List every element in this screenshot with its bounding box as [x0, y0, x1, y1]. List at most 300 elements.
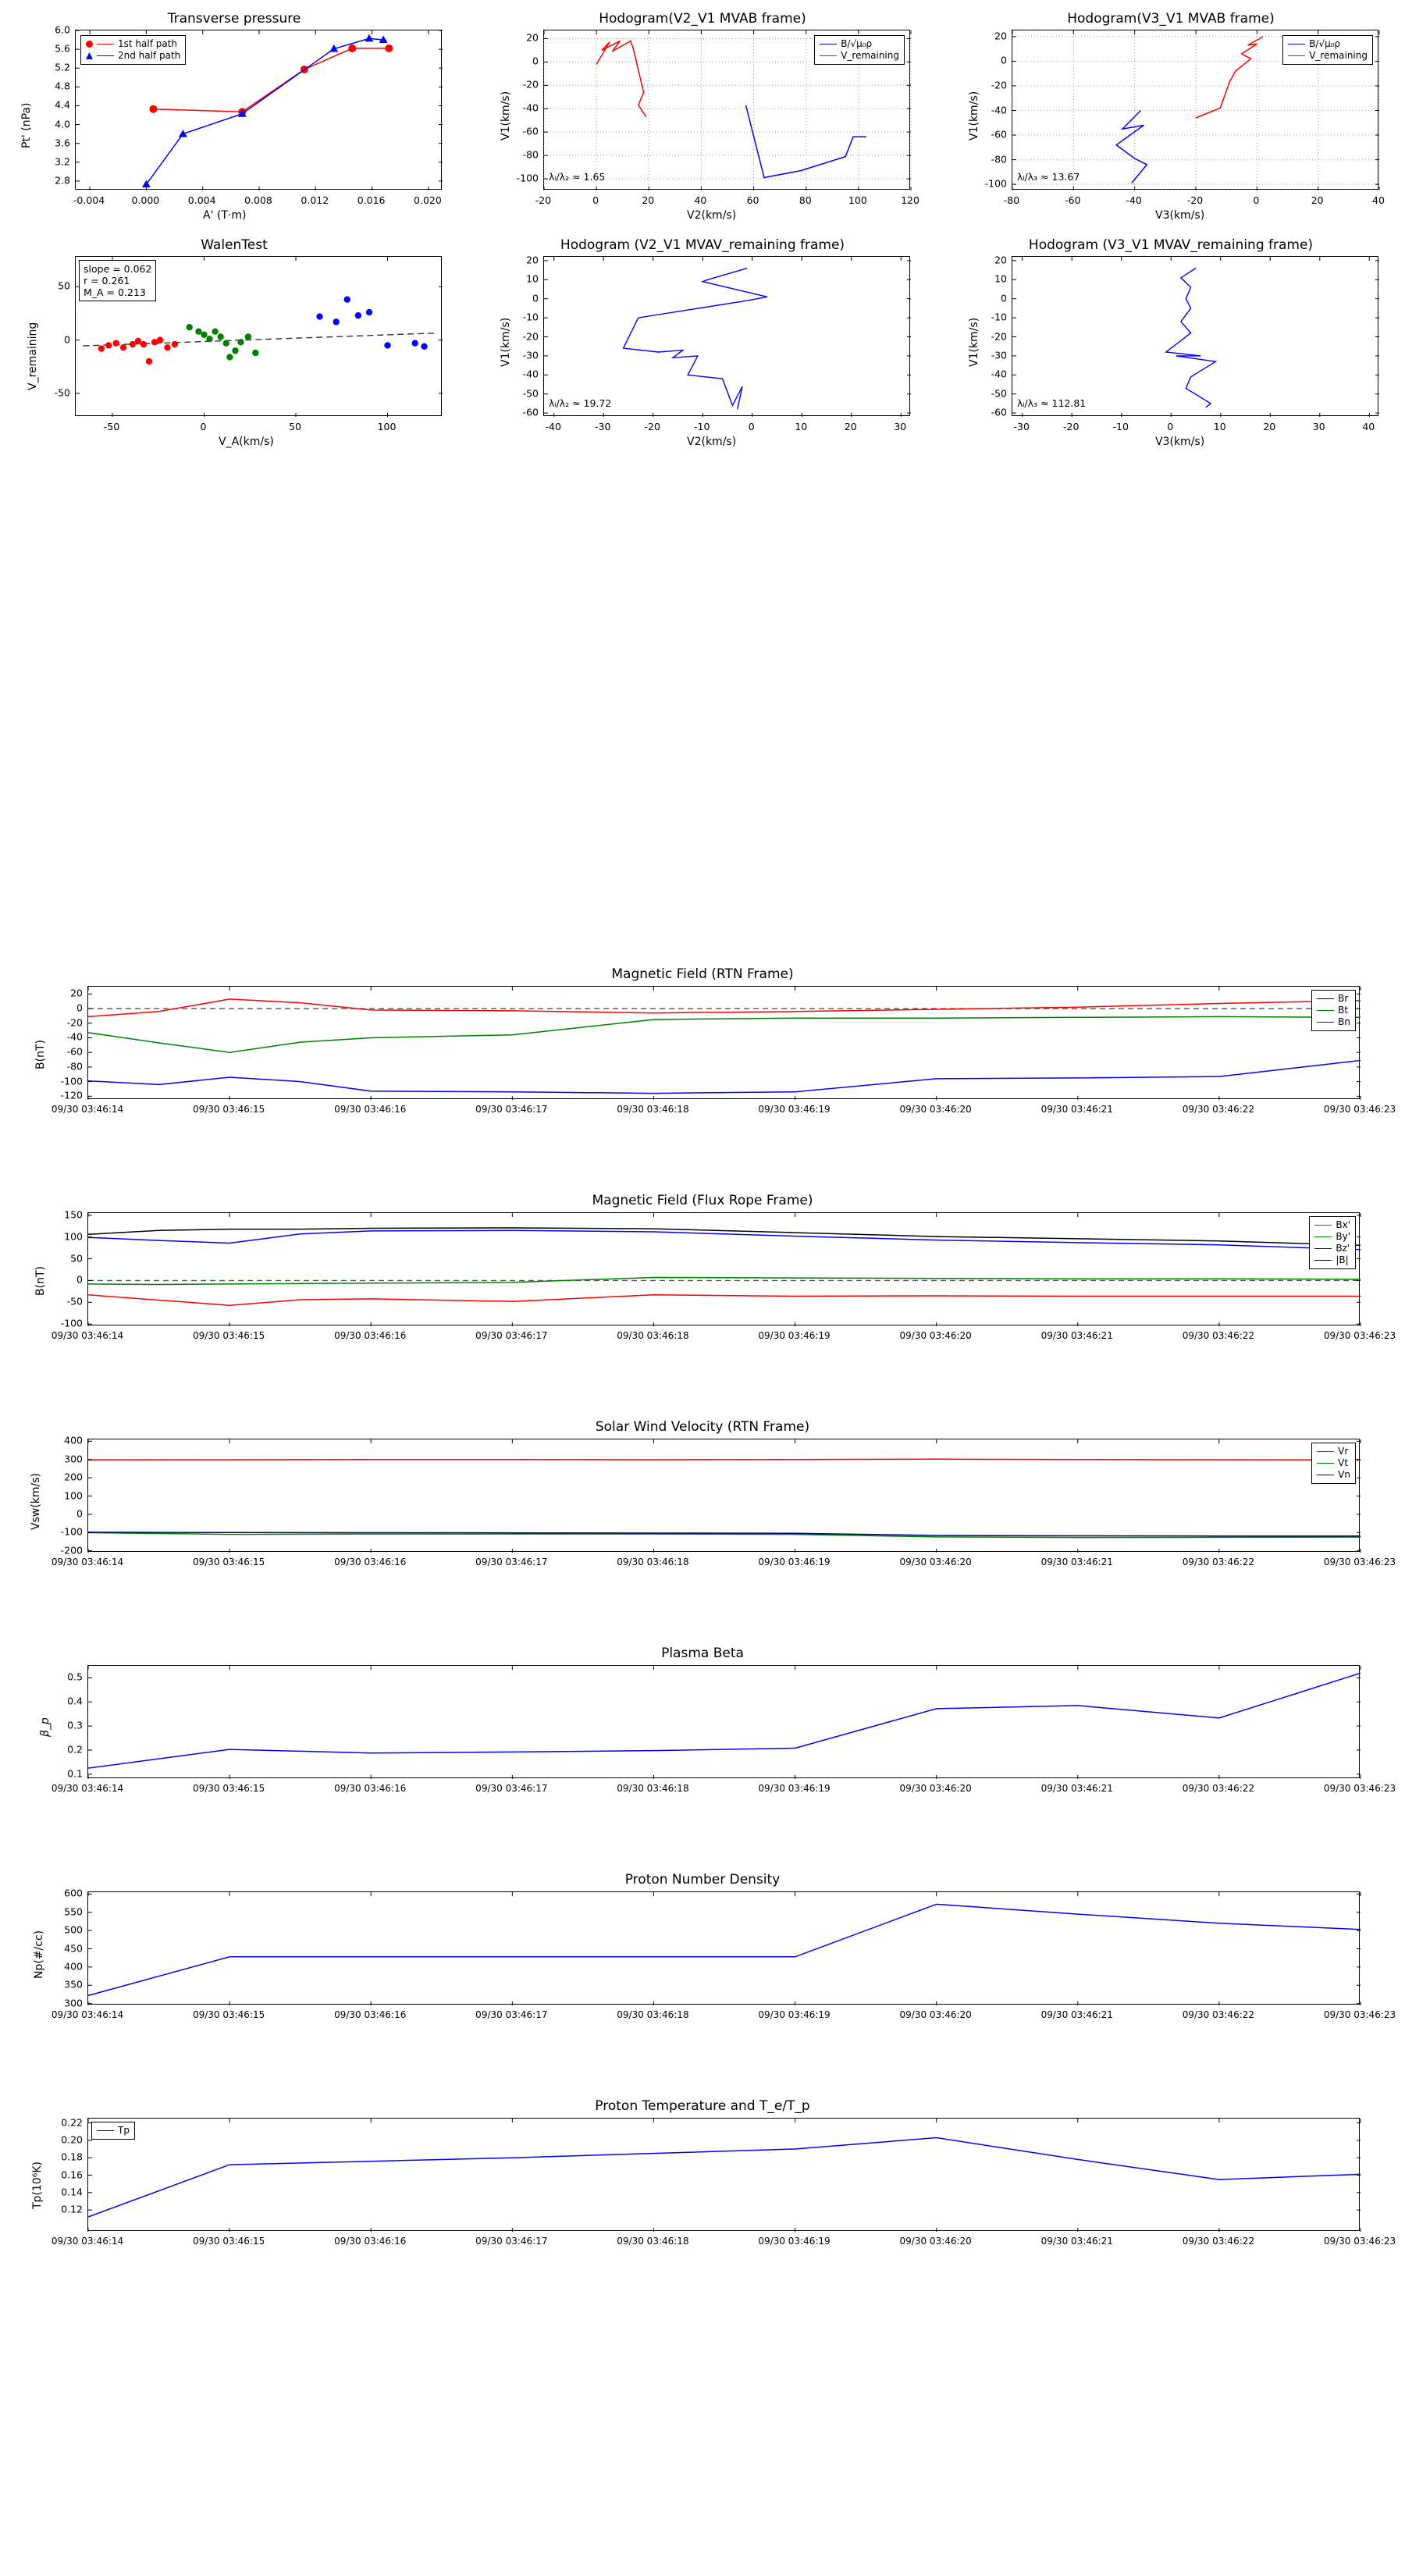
triangle-marker-icon [86, 52, 93, 59]
axis-tick-label: 09/30 03:46:21 [1040, 1330, 1113, 1341]
plot-lines [88, 1666, 1361, 1779]
axis-tick-label: 09/30 03:46:21 [1040, 1783, 1113, 1794]
plot-area [87, 2118, 1360, 2231]
axis-tick-label: -40 [1126, 194, 1142, 206]
legend-item [1317, 1005, 1350, 1016]
legend-label: By' [1336, 1231, 1350, 1242]
axis-tick-label: 20 [994, 254, 1007, 266]
axis-tick-label: 09/30 03:46:17 [475, 1783, 548, 1794]
axis-tick-label: -60 [66, 1045, 83, 1058]
axis-tick-label: 09/30 03:46:17 [475, 2009, 548, 2020]
axis-tick-label: 550 [64, 1905, 83, 1918]
legend-label: Vn [1338, 1469, 1350, 1480]
legend-item [820, 50, 899, 62]
plot-area [543, 30, 910, 190]
y-axis-label: V_remaining [27, 322, 39, 390]
axis-tick-label: 09/30 03:46:18 [617, 1104, 689, 1115]
x-axis-label: V2(km/s) [687, 436, 737, 448]
axis-tick-label: 09/30 03:46:23 [1323, 1330, 1396, 1341]
y-axis-label: B(nT) [34, 1266, 47, 1296]
eigenvalue-ratio-annotation: λₗ/λ₃ ≈ 13.67 [1017, 171, 1080, 183]
legend-item [86, 50, 180, 62]
axis-tick-label: -20 [644, 421, 660, 432]
legend-item [1288, 50, 1368, 62]
plot-area [75, 30, 442, 190]
plot-lines [544, 257, 911, 417]
legend-item [1317, 1016, 1350, 1028]
axis-tick-label: 10 [795, 421, 808, 432]
axis-tick-label: -20 [535, 194, 552, 206]
axis-tick-label: 300 [64, 1997, 83, 2009]
axis-tick-label: 09/30 03:46:15 [192, 1783, 265, 1794]
axis-tick-label: 09/30 03:46:23 [1323, 2009, 1396, 2020]
axis-tick-label: 09/30 03:46:21 [1040, 1557, 1113, 1567]
x-axis-label: V3(km/s) [1155, 436, 1205, 448]
legend [1311, 990, 1356, 1031]
legend-label: |B| [1336, 1254, 1349, 1265]
y-axis-label: V1(km/s) [968, 317, 980, 367]
axis-tick-label: 0.3 [67, 1719, 83, 1731]
axis-tick-label: 09/30 03:46:20 [899, 1330, 972, 1341]
legend [1309, 1216, 1356, 1269]
axis-tick-label: 40 [1362, 421, 1375, 432]
axis-tick-label: 10 [994, 272, 1007, 285]
axis-tick-label: 200 [64, 1471, 83, 1483]
panel-magnetic-field-rtn [0, 960, 1405, 1140]
axis-tick-label: 09/30 03:46:21 [1040, 2009, 1113, 2020]
axis-tick-label: 09/30 03:46:17 [475, 1104, 548, 1115]
axis-tick-label: 150 [64, 1208, 83, 1221]
axis-tick-label: -100 [984, 177, 1007, 190]
axis-tick-label: 0 [532, 55, 539, 67]
panel-proton-temperature [0, 2092, 1405, 2272]
axis-tick-label: -50 [522, 387, 539, 400]
panel-title: Hodogram (V3_V1 MVAV_remaining frame) [1028, 237, 1314, 253]
axis-tick-label: 3.6 [55, 137, 70, 149]
legend-label: Vt [1338, 1457, 1349, 1468]
axis-tick-label: 4.8 [55, 80, 70, 92]
axis-tick-label: 0.18 [61, 2151, 83, 2163]
axis-tick-label: 09/30 03:46:14 [51, 2236, 124, 2247]
axis-tick-label: 20 [994, 30, 1007, 42]
axis-tick-label: 30 [1312, 421, 1325, 432]
fit-statistics-box [79, 260, 156, 301]
eigenvalue-ratio-annotation: λₗ/λ₃ ≈ 112.81 [1017, 397, 1087, 409]
panel-proton-number-density [0, 1866, 1405, 2045]
axis-tick-label: -60 [522, 406, 539, 418]
axis-tick-label: 4.0 [55, 118, 70, 130]
axis-tick-label: 0.22 [61, 2116, 83, 2129]
axis-tick-label: 60 [746, 194, 759, 206]
axis-tick-label: -30 [594, 421, 611, 432]
panel-hodogram-v3v1-mvab [937, 0, 1405, 226]
panel-title: Magnetic Field (Flux Rope Frame) [592, 1193, 813, 1208]
axis-tick-label: 2.8 [55, 174, 70, 187]
axis-tick-label: 50 [289, 421, 301, 432]
line-swatch [1288, 55, 1305, 56]
axis-tick-label: -10 [694, 421, 710, 432]
legend-item [1317, 1469, 1350, 1481]
axis-tick-label: 500 [64, 1923, 83, 1936]
axis-tick-label: 09/30 03:46:17 [475, 1330, 548, 1341]
x-axis-label: V2(km/s) [687, 209, 737, 222]
axis-tick-label: 0.016 [357, 194, 386, 206]
axis-tick-label: 09/30 03:46:23 [1323, 2236, 1396, 2247]
axis-tick-label: 09/30 03:46:19 [758, 1330, 831, 1341]
legend [91, 2122, 135, 2140]
axis-tick-label: 09/30 03:46:23 [1323, 1783, 1396, 1794]
x-axis-label: A' (T·m) [203, 209, 247, 222]
plot-area [1012, 256, 1378, 416]
line-swatch [1317, 1010, 1334, 1011]
legend-label: Br [1338, 993, 1349, 1004]
panel-title: WalenTest [201, 237, 268, 253]
line-swatch [1317, 998, 1334, 999]
axis-tick-label: 0.000 [131, 194, 160, 206]
alfven-mach-value: M_A = 0.213 [84, 286, 146, 298]
axis-tick-label: 09/30 03:46:16 [334, 1557, 407, 1567]
axis-tick-label: 0.012 [301, 194, 329, 206]
plot-area [87, 1439, 1360, 1552]
plot-area [543, 256, 910, 416]
plot-area [87, 986, 1360, 1099]
axis-tick-label: 3.2 [55, 155, 70, 168]
axis-tick-label: 09/30 03:46:15 [192, 1330, 265, 1341]
axis-tick-label: -50 [991, 387, 1007, 400]
axis-tick-label: 09/30 03:46:23 [1323, 1557, 1396, 1567]
x-axis-label: V3(km/s) [1155, 209, 1205, 222]
axis-tick-label: -0.004 [73, 194, 105, 206]
legend-label: Bn [1338, 1016, 1350, 1027]
axis-tick-label: -80 [66, 1060, 83, 1073]
axis-tick-label: 20 [642, 194, 655, 206]
axis-tick-label: 450 [64, 1942, 83, 1954]
panel-title: Hodogram(V2_V1 MVAB frame) [599, 11, 806, 27]
axis-tick-label: -40 [991, 368, 1007, 380]
legend-label: B/√μ₀ρ [841, 38, 873, 49]
legend [80, 35, 186, 65]
axis-tick-label: 5.2 [55, 61, 70, 73]
panel-transverse-pressure [0, 0, 468, 226]
axis-tick-label: 300 [64, 1453, 83, 1465]
axis-tick-label: 09/30 03:46:18 [617, 1557, 689, 1567]
axis-tick-label: -40 [991, 104, 1007, 116]
axis-tick-label: 40 [1372, 194, 1385, 206]
axis-tick-label: 50 [58, 279, 70, 292]
panel-hodogram-v3v1-mvav [937, 226, 1405, 453]
line-swatch [97, 2130, 114, 2131]
legend-item [1314, 1219, 1350, 1231]
axis-tick-label: -50 [103, 421, 120, 432]
axis-tick-label: -50 [54, 386, 70, 399]
legend-item [1314, 1254, 1350, 1266]
axis-tick-label: 09/30 03:46:22 [1182, 1783, 1255, 1794]
axis-tick-label: 20 [1311, 194, 1324, 206]
axis-tick-label: 09/30 03:46:15 [192, 2236, 265, 2247]
axis-tick-label: -20 [66, 1016, 83, 1029]
axis-tick-label: 09/30 03:46:18 [617, 1783, 689, 1794]
axis-tick-label: -40 [545, 421, 561, 432]
axis-tick-label: -60 [991, 128, 1007, 141]
axis-tick-label: 09/30 03:46:17 [475, 1557, 548, 1567]
line-swatch [820, 55, 837, 56]
plot-lines [88, 1439, 1361, 1553]
axis-tick-label: 09/30 03:46:17 [475, 2236, 548, 2247]
axis-tick-label: 09/30 03:46:16 [334, 1330, 407, 1341]
axis-tick-label: 09/30 03:46:21 [1040, 1104, 1113, 1115]
axis-tick-label: 100 [64, 1489, 83, 1501]
legend-item [1317, 1457, 1350, 1469]
line-swatch [1314, 1260, 1332, 1261]
panel-title: Plasma Beta [661, 1646, 744, 1661]
axis-tick-label: 100 [64, 1230, 83, 1243]
axis-tick-label: 09/30 03:46:15 [192, 1104, 265, 1115]
axis-tick-label: -50 [66, 1295, 83, 1308]
axis-tick-label: 0.4 [67, 1695, 83, 1707]
legend [814, 35, 905, 65]
y-axis-label: β_p [39, 1717, 52, 1737]
axis-tick-label: -20 [991, 330, 1007, 342]
axis-tick-label: 09/30 03:46:16 [334, 2009, 407, 2020]
axis-tick-label: -100 [60, 1525, 83, 1538]
legend-label: 1st half path [118, 38, 178, 49]
circle-marker-icon [86, 41, 93, 48]
axis-tick-label: 09/30 03:46:23 [1323, 1104, 1396, 1115]
axis-tick-label: -100 [60, 1075, 83, 1087]
plot-lines [1012, 257, 1379, 417]
legend-label: Bx' [1336, 1219, 1350, 1230]
axis-tick-label: 09/30 03:46:18 [617, 2236, 689, 2247]
line-swatch [1314, 1248, 1332, 1249]
axis-tick-label: 0 [592, 194, 599, 206]
legend-label: B/√μ₀ρ [1309, 38, 1341, 49]
panel-title: Proton Number Density [624, 1872, 781, 1888]
axis-tick-label: 09/30 03:46:22 [1182, 1557, 1255, 1567]
panel-title: Transverse pressure [167, 11, 301, 27]
panel-title: Proton Temperature and T_e/T_p [595, 2098, 810, 2114]
legend-item [86, 38, 180, 50]
axis-tick-label: 10 [1213, 421, 1226, 432]
axis-tick-label: 0 [1001, 54, 1007, 66]
line-swatch [1317, 1451, 1334, 1452]
axis-tick-label: 09/30 03:46:19 [758, 1783, 831, 1794]
line-swatch [97, 55, 114, 56]
legend [1282, 35, 1373, 65]
axis-tick-label: 09/30 03:46:20 [899, 1783, 972, 1794]
axis-tick-label: 40 [694, 194, 707, 206]
axis-tick-label: 0.16 [61, 2169, 83, 2180]
y-axis-label: Vsw(km/s) [30, 1472, 42, 1530]
panel-solar-wind-velocity [0, 1413, 1405, 1592]
axis-tick-label: 09/30 03:46:22 [1182, 2236, 1255, 2247]
axis-tick-label: 09/30 03:46:22 [1182, 1104, 1255, 1115]
axis-tick-label: -30 [1013, 421, 1030, 432]
plot-area [87, 1212, 1360, 1325]
plot-lines [88, 987, 1361, 1100]
axis-tick-label: 20 [844, 421, 857, 432]
axis-tick-label: 09/30 03:46:14 [51, 1330, 124, 1341]
legend-item [1314, 1231, 1350, 1243]
panel-magnetic-field-flux-rope [0, 1187, 1405, 1366]
eigenvalue-ratio-annotation: λₗ/λ₂ ≈ 1.65 [549, 171, 606, 183]
axis-tick-label: 400 [64, 1960, 83, 1973]
legend-label: Bz' [1336, 1243, 1350, 1254]
plot-lines [88, 1892, 1361, 2005]
axis-tick-label: 100 [377, 421, 397, 432]
axis-tick-label: 600 [64, 1887, 83, 1899]
axis-tick-label: 0.020 [414, 194, 442, 206]
axis-tick-label: 4.4 [55, 98, 70, 111]
axis-tick-label: -20 [1062, 421, 1080, 432]
axis-tick-label: 20 [526, 31, 539, 44]
axis-tick-label: -10 [1112, 421, 1129, 432]
axis-tick-label: 50 [70, 1252, 83, 1265]
axis-tick-label: 0 [200, 421, 207, 432]
line-swatch [1314, 1236, 1332, 1237]
axis-tick-label: 09/30 03:46:19 [758, 1557, 831, 1567]
plot-area [87, 1665, 1360, 1778]
legend-item [97, 2125, 130, 2137]
axis-tick-label: -80 [522, 148, 539, 161]
axis-tick-label: -120 [60, 1089, 83, 1101]
axis-tick-label: -200 [60, 1544, 83, 1557]
legend-label: Vr [1338, 1446, 1349, 1457]
plot-area [87, 1891, 1360, 2005]
axis-tick-label: -60 [1065, 194, 1081, 206]
legend-label: Bt [1338, 1005, 1349, 1016]
axis-tick-label: 09/30 03:46:22 [1182, 1330, 1255, 1341]
panel-hodogram-v2v1-mvab [468, 0, 937, 226]
axis-tick-label: 09/30 03:46:16 [334, 1104, 407, 1115]
panel-title: Magnetic Field (RTN Frame) [611, 966, 794, 982]
axis-tick-label: 09/30 03:46:16 [334, 2236, 407, 2247]
line-swatch [1317, 1022, 1334, 1023]
axis-tick-label: 09/30 03:46:20 [899, 2236, 972, 2247]
axis-tick-label: 09/30 03:46:14 [51, 1104, 124, 1115]
axis-tick-label: 0 [76, 1273, 83, 1286]
line-swatch [1314, 1225, 1332, 1226]
y-axis-label: Pt' (nPa) [20, 102, 33, 148]
axis-tick-label: -20 [522, 330, 539, 342]
axis-tick-label: 350 [64, 1978, 83, 1991]
panel-hodogram-v2v1-mvav [468, 226, 937, 453]
y-axis-label: Tp(10⁶K) [31, 2161, 44, 2209]
axis-tick-label: 0.008 [244, 194, 272, 206]
plot-area [75, 256, 442, 416]
axis-tick-label: -20 [991, 79, 1007, 91]
axis-tick-label: 0.2 [67, 1743, 83, 1756]
axis-tick-label: -30 [991, 349, 1007, 361]
y-axis-label: V1(km/s) [500, 317, 512, 367]
axis-tick-label: 0 [76, 1507, 83, 1520]
axis-tick-label: -20 [522, 78, 539, 91]
axis-tick-label: 09/30 03:46:20 [899, 1557, 972, 1567]
y-axis-label: B(nT) [34, 1040, 47, 1069]
axis-tick-label: 80 [799, 194, 812, 206]
legend-item [820, 38, 899, 50]
axis-tick-label: -80 [1003, 194, 1020, 206]
axis-tick-label: 20 [1263, 421, 1276, 432]
axis-tick-label: 09/30 03:46:19 [758, 1104, 831, 1115]
panel-walen-test [0, 226, 468, 453]
legend-label: V_remaining [841, 50, 899, 61]
panel-plasma-beta [0, 1639, 1405, 1819]
axis-tick-label: 09/30 03:46:19 [758, 2236, 831, 2247]
axis-tick-label: 09/30 03:46:14 [51, 2009, 124, 2020]
line-swatch [1317, 1463, 1334, 1464]
correlation-value: r = 0.261 [84, 275, 130, 286]
axis-tick-label: 09/30 03:46:15 [192, 2009, 265, 2020]
legend-item [1288, 38, 1368, 50]
axis-tick-label: -60 [522, 125, 539, 137]
axis-tick-label: -40 [66, 1030, 83, 1043]
plot-lines [88, 1213, 1361, 1326]
legend-item [1314, 1243, 1350, 1254]
panel-title: Hodogram (V2_V1 MVAV_remaining frame) [560, 237, 845, 253]
axis-tick-label: 0.12 [61, 2203, 83, 2215]
axis-tick-label: -60 [991, 406, 1007, 418]
axis-tick-label: 6.0 [55, 23, 70, 36]
axis-tick-label: 09/30 03:46:15 [192, 1557, 265, 1567]
plot-lines [88, 2119, 1361, 2232]
x-axis-label: V_A(km/s) [219, 436, 274, 448]
axis-tick-label: -80 [991, 153, 1007, 165]
axis-tick-label: 0 [1001, 292, 1007, 304]
axis-tick-label: -40 [522, 368, 539, 380]
plot-area [1012, 30, 1378, 190]
axis-tick-label: 09/30 03:46:21 [1040, 2236, 1113, 2247]
legend-label: Tp [118, 2125, 130, 2136]
axis-tick-label: 09/30 03:46:14 [51, 1557, 124, 1567]
legend-item [1317, 993, 1350, 1005]
axis-tick-label: 0 [1167, 421, 1174, 432]
axis-tick-label: -100 [516, 172, 539, 184]
axis-tick-label: 0.20 [61, 2133, 83, 2146]
y-axis-label: Np(#/cc) [33, 1930, 45, 1979]
eigenvalue-ratio-annotation: λₗ/λ₂ ≈ 19.72 [549, 397, 612, 409]
panel-title: Hodogram(V3_V1 MVAB frame) [1067, 11, 1275, 27]
axis-tick-label: 0 [76, 1002, 83, 1014]
axis-tick-label: -10 [522, 311, 539, 323]
axis-tick-label: -20 [1186, 194, 1204, 206]
axis-tick-label: 0 [1253, 194, 1260, 206]
axis-tick-label: 09/30 03:46:22 [1182, 2009, 1255, 2020]
axis-tick-label: 100 [848, 194, 867, 206]
axis-tick-label: 09/30 03:46:19 [758, 2009, 831, 2020]
axis-tick-label: 30 [894, 421, 907, 432]
legend-label: 2nd half path [118, 50, 181, 61]
axis-tick-label: 400 [64, 1434, 83, 1446]
axis-tick-label: 09/30 03:46:18 [617, 2009, 689, 2020]
axis-tick-label: 0.14 [61, 2186, 83, 2198]
y-axis-label: V1(km/s) [968, 91, 980, 141]
axis-tick-label: 20 [526, 254, 539, 266]
y-axis-label: V1(km/s) [500, 91, 512, 141]
axis-tick-label: -100 [60, 1317, 83, 1329]
axis-tick-label: 0.5 [67, 1670, 83, 1683]
axis-tick-label: 0 [64, 333, 70, 346]
axis-tick-label: 09/30 03:46:20 [899, 1104, 972, 1115]
slope-value: slope = 0.062 [84, 263, 152, 275]
axis-tick-label: 09/30 03:46:14 [51, 1783, 124, 1794]
axis-tick-label: 0 [532, 292, 539, 304]
axis-tick-label: 20 [70, 987, 83, 999]
axis-tick-label: 5.6 [55, 42, 70, 55]
axis-tick-label: -30 [522, 349, 539, 361]
axis-tick-label: 09/30 03:46:18 [617, 1330, 689, 1341]
axis-tick-label: 0 [748, 421, 755, 432]
axis-tick-label: 09/30 03:46:16 [334, 1783, 407, 1794]
